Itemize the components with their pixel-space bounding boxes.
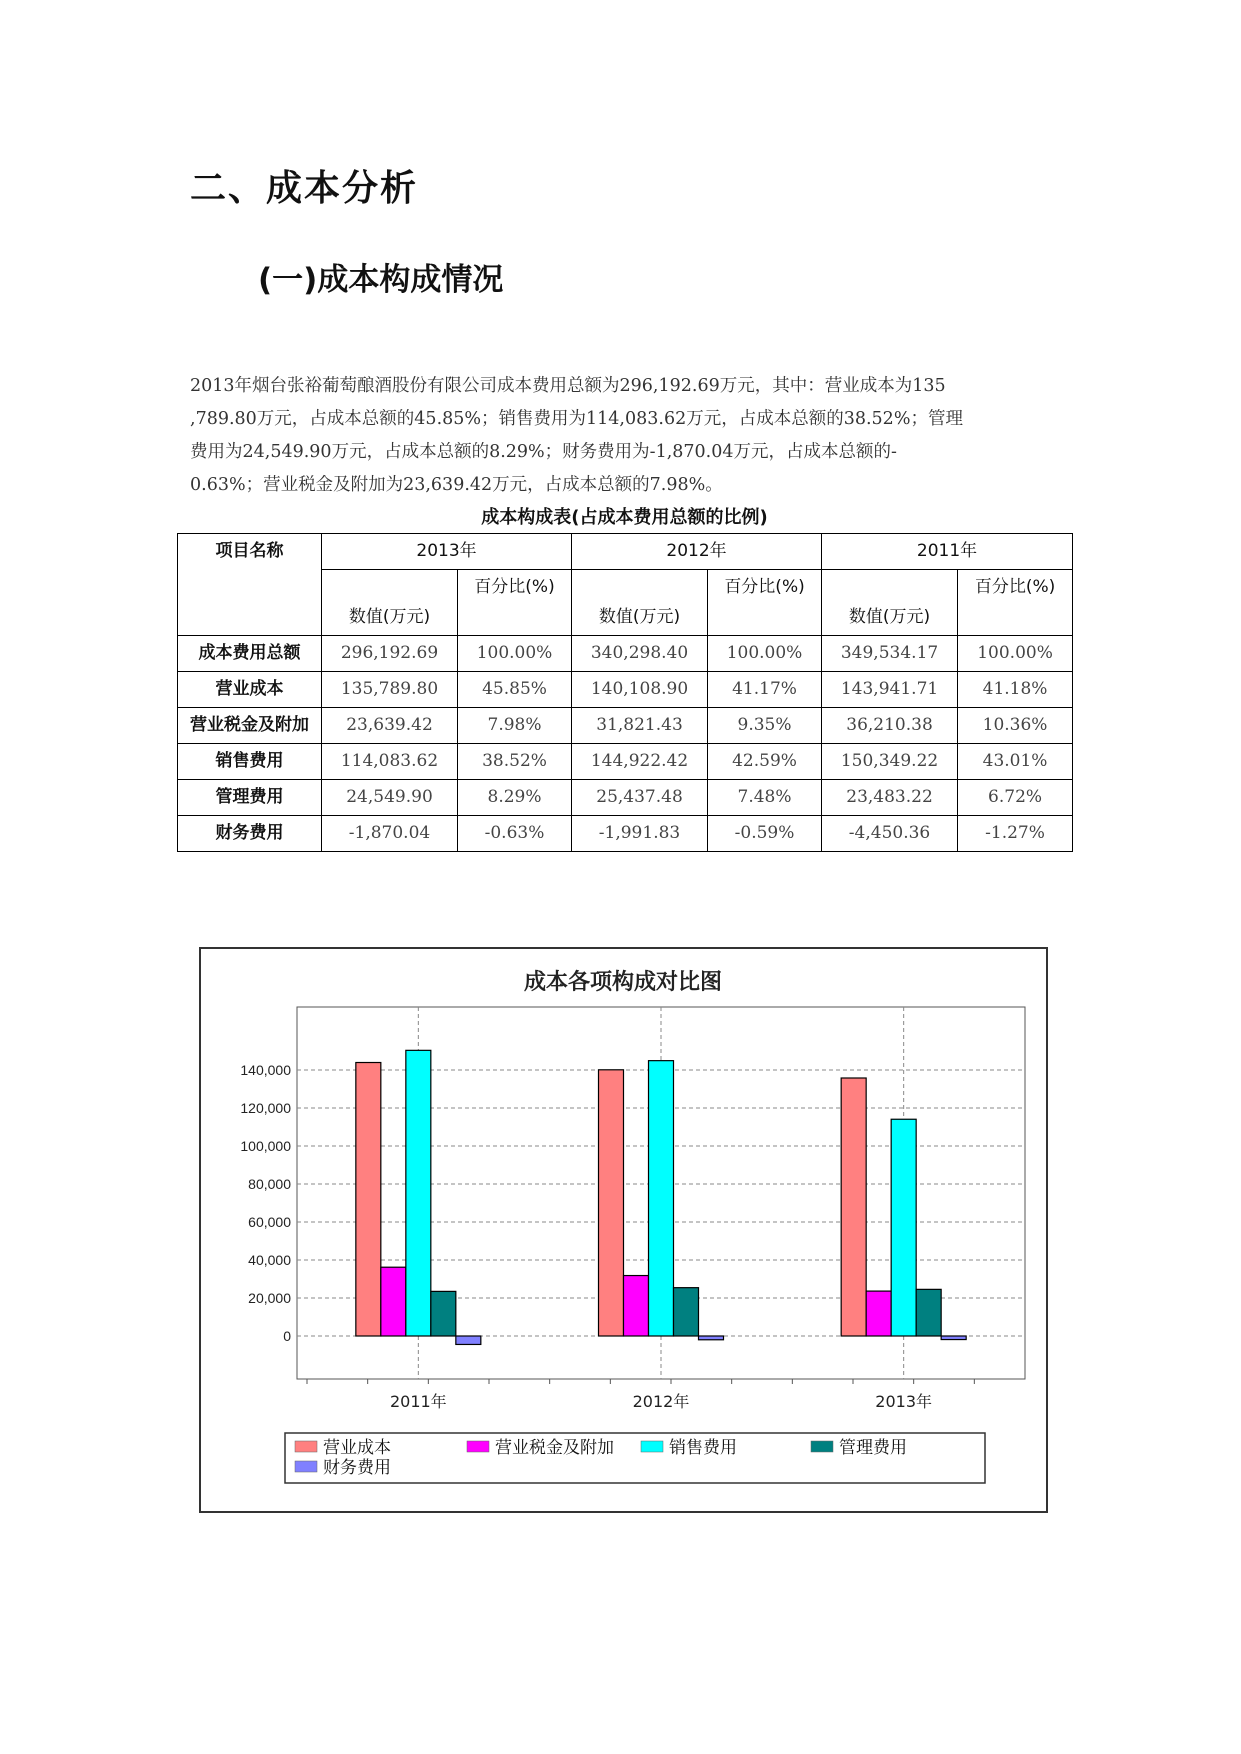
value-cell: 31,821.43 <box>572 708 708 744</box>
bar-管理费用 <box>674 1288 699 1336</box>
percent-cell: 41.17% <box>708 672 822 708</box>
value-cell: -1,991.83 <box>572 816 708 852</box>
x-tick-label: 2012年 <box>632 1392 690 1411</box>
row-label: 成本费用总额 <box>178 636 322 672</box>
value-cell: 24,549.90 <box>322 780 458 816</box>
chart-svg <box>201 949 1046 1511</box>
year-header: 2011年 <box>822 534 1073 570</box>
bar-营业税金及附加 <box>624 1276 649 1336</box>
y-tick-label: 140,000 <box>240 1062 291 1078</box>
legend-label: 营业税金及附加 <box>495 1438 614 1458</box>
y-tick-label: 60,000 <box>248 1214 291 1230</box>
table-row <box>178 816 1073 852</box>
legend-label: 营业成本 <box>323 1438 391 1458</box>
row-label: 营业税金及附加 <box>178 708 322 744</box>
percent-cell: 41.18% <box>958 672 1073 708</box>
row-label: 销售费用 <box>178 744 322 780</box>
bar-营业成本 <box>599 1070 624 1336</box>
value-cell: 36,210.38 <box>822 708 958 744</box>
table-corner-header: 项目名称 <box>178 534 322 636</box>
value-cell: 25,437.48 <box>572 780 708 816</box>
table-caption: 成本构成表(占成本费用总额的比例) <box>481 507 768 528</box>
bar-管理费用 <box>431 1291 456 1336</box>
value-subheader: 数值(万元) <box>572 570 708 636</box>
legend-swatch <box>295 1441 317 1452</box>
percent-cell: 38.52% <box>458 744 572 780</box>
table-row <box>178 780 1073 816</box>
percent-subheader: 百分比(%) <box>708 570 822 636</box>
value-cell: 340,298.40 <box>572 636 708 672</box>
y-tick-label: 120,000 <box>240 1100 291 1116</box>
section-heading: 二、成本分析 <box>190 168 419 209</box>
value-cell: 23,639.42 <box>322 708 458 744</box>
value-cell: 114,083.62 <box>322 744 458 780</box>
bar-管理费用 <box>916 1289 941 1336</box>
percent-cell: 6.72% <box>958 780 1073 816</box>
value-cell: -1,870.04 <box>322 816 458 852</box>
value-cell: 143,941.71 <box>822 672 958 708</box>
percent-cell: 100.00% <box>958 636 1073 672</box>
cost-structure-table <box>177 533 1073 852</box>
value-subheader: 数值(万元) <box>822 570 958 636</box>
bar-财务费用 <box>941 1336 966 1340</box>
y-tick-label: 0 <box>283 1328 291 1344</box>
row-label: 营业成本 <box>178 672 322 708</box>
bar-营业成本 <box>356 1063 381 1336</box>
percent-cell: 45.85% <box>458 672 572 708</box>
y-tick-label: 80,000 <box>248 1176 291 1192</box>
summary-paragraph <box>190 370 1060 502</box>
percent-cell: 42.59% <box>708 744 822 780</box>
legend-swatch <box>811 1441 833 1452</box>
table-row <box>178 672 1073 708</box>
value-cell: -4,450.36 <box>822 816 958 852</box>
bar-营业成本 <box>841 1078 866 1336</box>
value-cell: 150,349.22 <box>822 744 958 780</box>
bar-销售费用 <box>891 1119 916 1336</box>
paragraph-line: 费用为24,549.90万元，占成本总额的8.29%；财务费用为-1,870.04万元，占成本总额的- <box>190 442 897 462</box>
y-tick-label: 20,000 <box>248 1290 291 1306</box>
table-row <box>178 708 1073 744</box>
y-tick-label: 40,000 <box>248 1252 291 1268</box>
year-header: 2013年 <box>322 534 572 570</box>
value-cell: 23,483.22 <box>822 780 958 816</box>
percent-cell: 43.01% <box>958 744 1073 780</box>
value-cell: 140,108.90 <box>572 672 708 708</box>
row-label: 财务费用 <box>178 816 322 852</box>
paragraph-line: 2013年烟台张裕葡萄酿酒股份有限公司成本费用总额为296,192.69万元，其中：营业成本为135 <box>190 376 946 396</box>
paragraph-line: 0.63%；营业税金及附加为23,639.42万元，占成本总额的7.98%。 <box>190 475 723 495</box>
value-subheader: 数值(万元) <box>322 570 458 636</box>
percent-cell: 8.29% <box>458 780 572 816</box>
legend-label: 财务费用 <box>323 1458 391 1478</box>
bar-销售费用 <box>649 1061 674 1336</box>
legend-label: 销售费用 <box>669 1438 737 1458</box>
percent-cell: -0.63% <box>458 816 572 852</box>
percent-cell: 100.00% <box>708 636 822 672</box>
value-cell: 296,192.69 <box>322 636 458 672</box>
bar-营业税金及附加 <box>866 1291 891 1336</box>
percent-cell: 7.48% <box>708 780 822 816</box>
paragraph-line: ,789.80万元，占成本总额的45.85%；销售费用为114,083.62万元，占成本总额的38.52%；管理 <box>190 409 963 429</box>
y-tick-label: 100,000 <box>240 1138 291 1154</box>
percent-subheader: 百分比(%) <box>458 570 572 636</box>
percent-cell: 7.98% <box>458 708 572 744</box>
bar-营业税金及附加 <box>381 1267 406 1336</box>
percent-cell: -0.59% <box>708 816 822 852</box>
bar-销售费用 <box>406 1050 431 1336</box>
value-cell: 349,534.17 <box>822 636 958 672</box>
percent-cell: 10.36% <box>958 708 1073 744</box>
row-label: 管理费用 <box>178 780 322 816</box>
cost-comparison-chart <box>199 947 1048 1513</box>
year-header: 2012年 <box>572 534 822 570</box>
legend-swatch <box>641 1441 663 1452</box>
percent-cell: 100.00% <box>458 636 572 672</box>
chart-title: 成本各项构成对比图 <box>523 970 723 995</box>
x-tick-label: 2011年 <box>389 1392 447 1411</box>
bar-财务费用 <box>456 1336 481 1344</box>
x-tick-label: 2013年 <box>875 1392 933 1411</box>
percent-cell: -1.27% <box>958 816 1073 852</box>
legend-swatch <box>467 1441 489 1452</box>
legend-label: 管理费用 <box>839 1438 907 1458</box>
value-cell: 144,922.42 <box>572 744 708 780</box>
percent-subheader: 百分比(%) <box>958 570 1073 636</box>
value-cell: 135,789.80 <box>322 672 458 708</box>
table-row <box>178 744 1073 780</box>
legend-swatch <box>295 1461 317 1472</box>
subsection-heading: (一)成本构成情况 <box>258 262 504 298</box>
bar-财务费用 <box>699 1336 724 1340</box>
percent-cell: 9.35% <box>708 708 822 744</box>
table-row <box>178 636 1073 672</box>
